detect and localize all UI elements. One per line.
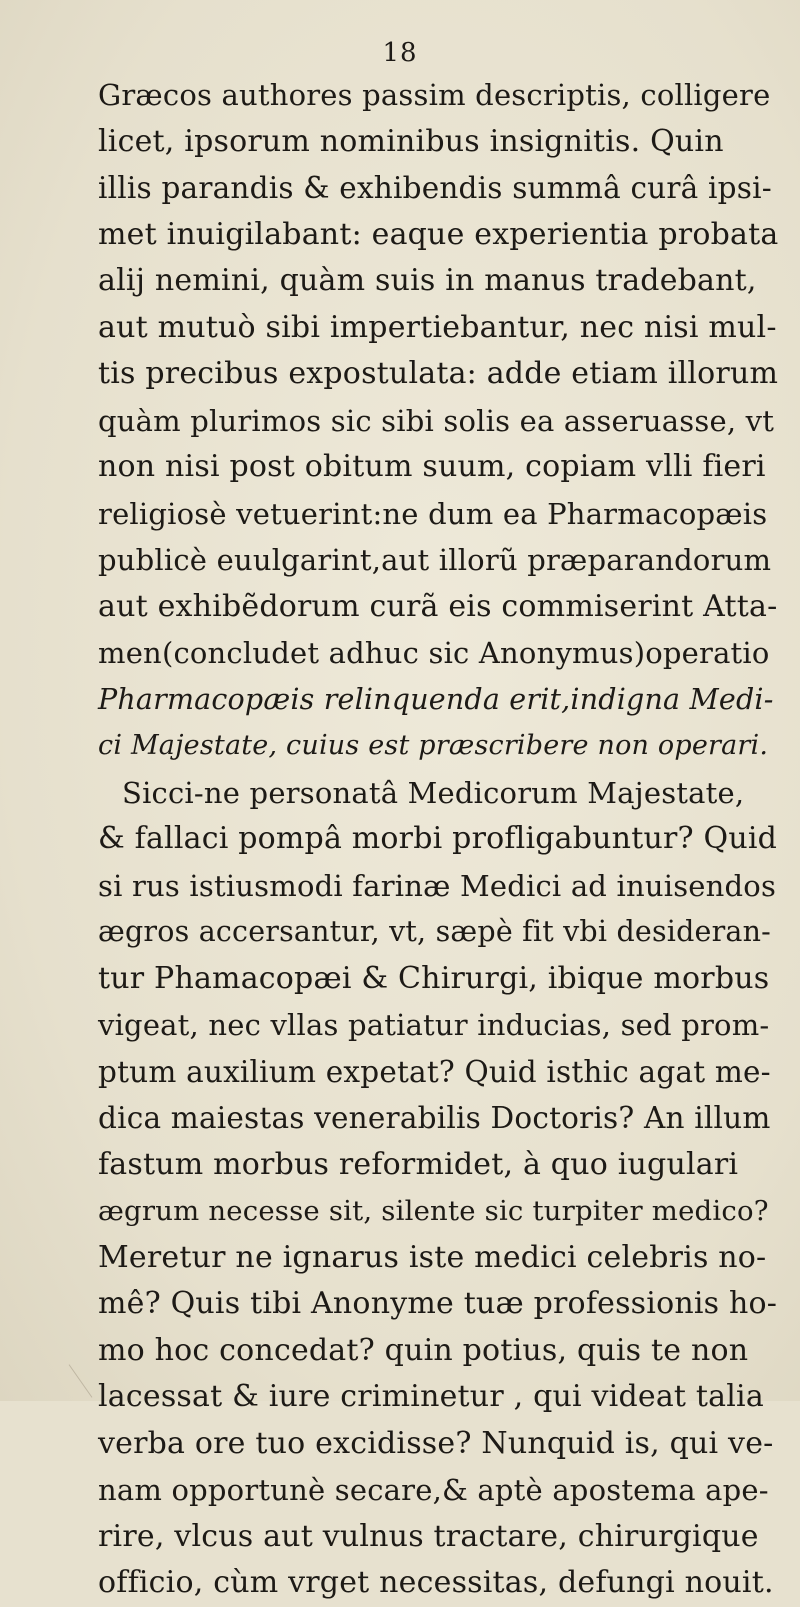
text-line: aut mutuò sibi impertiebantur, nec nisi mul- bbox=[98, 309, 777, 345]
text-line: Sicci-ne personatâ Medicorum Majestate, bbox=[122, 775, 745, 810]
text-line: lacessat & iure criminetur , qui videat talia bbox=[98, 1379, 764, 1414]
text-line: Græcos authores passim descriptis, colligere bbox=[98, 78, 771, 112]
text-line: non nisi post obitum suum, copiam vlli fieri bbox=[98, 449, 766, 484]
text-line: quàm plurimos sic sibi solis ea asseruasse, vt bbox=[98, 403, 775, 438]
text-line-italic: ci Majestate, cuius est præscribere non operari. bbox=[98, 730, 769, 761]
text-line: si rus istiusmodi farinæ Medici ad inuisendos bbox=[98, 868, 777, 903]
text-line: dica maiestas venerabilis Doctoris? An illum bbox=[98, 1101, 771, 1135]
page-number: 18 bbox=[382, 38, 418, 68]
text-line: ægros accersantur, vt, sæpè fit vbi desideran- bbox=[98, 915, 772, 948]
text-line-italic: Pharmacopæis relinquenda erit,indigna Medi- bbox=[98, 682, 774, 716]
text-line: rire, vlcus aut vulnus tractare, chirurgique bbox=[98, 1518, 759, 1554]
text-line: tur Phamacopæi & Chirurgi, ibique morbus bbox=[98, 960, 770, 996]
text-line: licet, ipsorum nominibus insignitis. Quin bbox=[98, 123, 724, 159]
text-line: mo hoc concedat? quin potius, quis te non bbox=[98, 1332, 749, 1368]
text-line: tis precibus expostulata: adde etiam illorum bbox=[98, 356, 779, 391]
body-text bbox=[98, 72, 778, 1607]
text-line: officio, cùm vrget necessitas, defungi nouit. bbox=[98, 1565, 774, 1600]
text-line: aut exhibẽdorum curã eis commiserint Atta- bbox=[98, 588, 778, 624]
text-line: met inuigilabant: eaque experientia probata bbox=[98, 216, 779, 252]
text-line: fastum morbus reformidet, à quo iugulari bbox=[98, 1146, 739, 1182]
text-line: illis parandis & exhibendis summâ curâ ipsi- bbox=[98, 171, 772, 205]
text-line: publicè euulgarint,aut illorũ præparandorum bbox=[98, 543, 772, 577]
text-line: verba ore tuo excidisse? Nunquid is, qui ve- bbox=[98, 1425, 774, 1461]
text-line: ptum auxilium expetat? Quid isthic agat me- bbox=[98, 1054, 771, 1089]
text-line: alij nemini, quàm suis in manus tradebant, bbox=[98, 263, 757, 298]
text-line: ægrum necesse sit, silente sic turpiter medico? bbox=[98, 1195, 769, 1227]
text-line: men(concludet adhuc sic Anonymus)operatio bbox=[98, 636, 770, 670]
text-line: vigeat, nec vllas patiatur inducias, sed prom- bbox=[98, 1008, 770, 1042]
paper-crease bbox=[69, 1364, 93, 1397]
text-line: & fallaci pompâ morbi profligabuntur? Quid bbox=[98, 821, 778, 856]
text-line: nam opportunè secare,& aptè apostema ape- bbox=[98, 1473, 769, 1507]
text-line: religiosè vetuerint:ne dum ea Pharmacopæis bbox=[98, 496, 768, 531]
text-line: Meretur ne ignarus iste medici celebris no- bbox=[98, 1239, 767, 1275]
text-line: mê? Quis tibi Anonyme tuæ professionis ho- bbox=[98, 1286, 778, 1321]
